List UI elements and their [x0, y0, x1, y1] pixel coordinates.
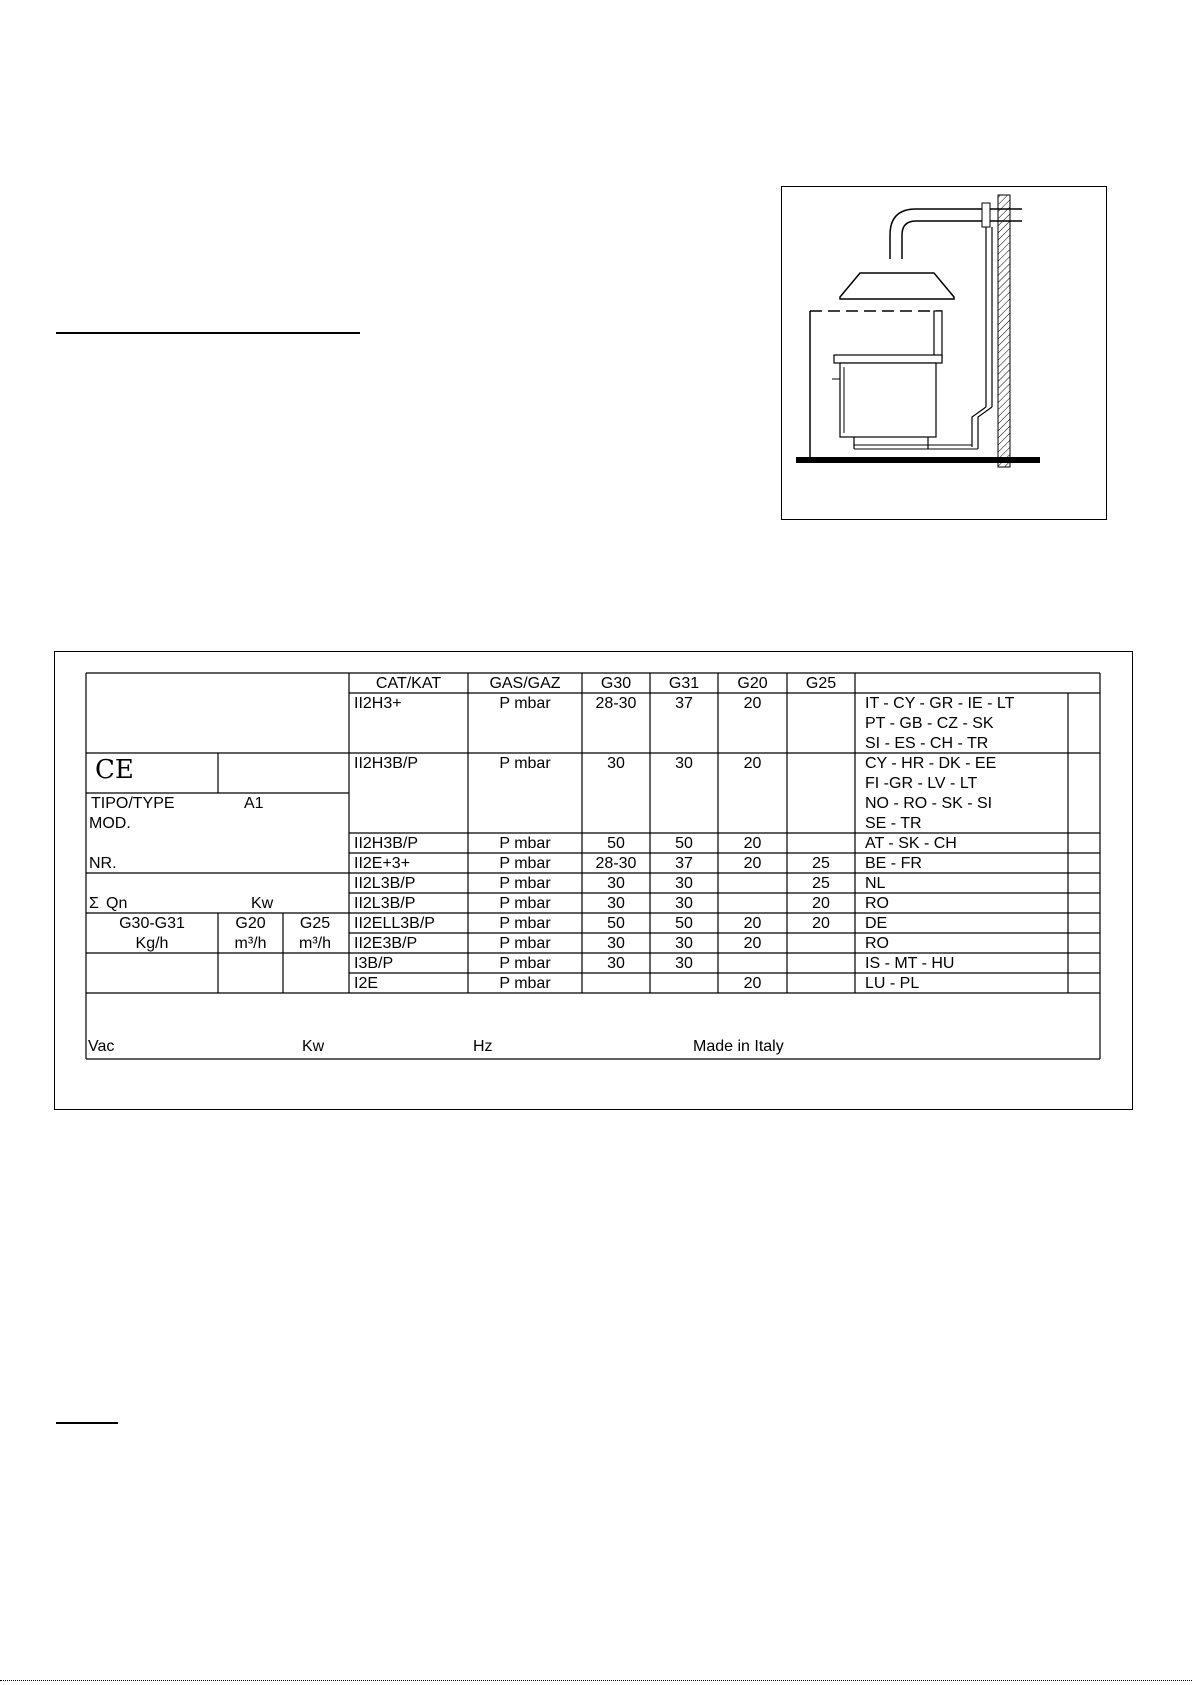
table-header-cell: G30 [600, 675, 632, 692]
table-cell-gas: P mbar [499, 755, 551, 772]
table-cell-g20: 20 [743, 975, 762, 992]
rating-plate [54, 651, 1133, 1110]
table-cell-g31: 30 [675, 895, 693, 912]
installation-diagram [781, 186, 1107, 520]
table-cell-g31: 50 [675, 835, 693, 852]
table-cell-countries: NO - RO - SK - SI [865, 795, 993, 812]
table-cell-g31: 30 [675, 875, 693, 892]
table-header-cell: CAT/KAT [375, 675, 442, 692]
table-cell-g30: 30 [607, 875, 625, 892]
flow-g30g31-unit: Kg/h [135, 935, 169, 952]
table-cell-cat: II2ELL3B/P [354, 915, 435, 932]
page-bottom-edge [0, 1680, 1192, 1681]
flow-g20-label: G20 [235, 915, 266, 932]
table-cell-g30: 30 [607, 755, 625, 772]
heading-underline [56, 332, 360, 334]
table-cell-gas: P mbar [499, 955, 551, 972]
flow-g30g31-label: G30-G31 [119, 915, 185, 932]
footer-vac: Vac [88, 1038, 115, 1055]
table-cell-gas: P mbar [499, 875, 551, 892]
tipo-label: TIPO/TYPE [91, 795, 175, 812]
table-header-cell: G31 [668, 675, 700, 692]
flow-g25-label: G25 [299, 915, 331, 932]
table-cell-countries: IT - CY - GR - IE - LT [865, 695, 1015, 712]
table-cell-countries: CY - HR - DK - EE [865, 755, 997, 772]
nr-label: NR. [89, 855, 117, 872]
qn-unit: Kw [251, 895, 274, 912]
table-cell-gas: P mbar [499, 695, 551, 712]
table-cell-g25: 25 [812, 875, 830, 892]
table-cell-g31: 50 [675, 915, 693, 932]
qn-label: Qn [106, 895, 128, 912]
hood-and-range-installation-diagram-icon [782, 187, 1108, 521]
table-cell-g30: 30 [607, 895, 625, 912]
table-cell-cat: II2E3B/P [354, 935, 418, 952]
table-header-cell: G25 [805, 675, 837, 692]
table-cell-countries: PT - GB - CZ - SK [865, 715, 994, 732]
table-cell-gas: P mbar [499, 915, 551, 932]
table-cell-g31: 30 [675, 955, 693, 972]
table-cell-g30: 50 [607, 835, 625, 852]
table-cell-gas: P mbar [499, 975, 551, 992]
table-cell-g20: 20 [743, 935, 762, 952]
table-cell-cat: I2E [354, 975, 379, 992]
flow-g20-unit: m³/h [234, 935, 267, 952]
note-underline [56, 1422, 118, 1424]
table-cell-cat: II2H3B/P [354, 835, 419, 852]
table-cell-cat: II2E+3+ [354, 855, 411, 872]
table-header-cell: GAS/GAZ [489, 675, 561, 692]
table-cell-g20: 20 [743, 915, 762, 932]
table-cell-g30: 28-30 [595, 695, 637, 712]
footer-made-in: Made in Italy [693, 1038, 784, 1055]
table-cell-g30: 50 [607, 915, 625, 932]
table-cell-countries: AT - SK - CH [865, 835, 957, 852]
table-header-cell: G20 [737, 675, 768, 692]
table-cell-g20: 20 [743, 755, 762, 772]
table-cell-cat: II2H3B/P [354, 755, 419, 772]
table-cell-g31: 30 [675, 755, 693, 772]
table-cell-cat: II2L3B/P [354, 875, 416, 892]
table-cell-countries: NL [865, 875, 886, 892]
table-cell-countries: RO [865, 895, 889, 912]
table-cell-g30: 30 [607, 935, 625, 952]
qn-symbol: Σ [89, 895, 99, 912]
tipo-value: A1 [244, 795, 264, 812]
flow-g25-unit: m³/h [299, 935, 331, 952]
table-cell-g20: 20 [743, 855, 762, 872]
table-cell-g25: 20 [812, 915, 830, 932]
table-cell-g31: 37 [675, 695, 693, 712]
table-cell-g31: 30 [675, 935, 693, 952]
table-cell-countries: SE - TR [865, 815, 922, 832]
table-cell-g20: 20 [743, 835, 762, 852]
table-cell-cat: I3B/P [354, 955, 394, 972]
table-cell-gas: P mbar [499, 835, 551, 852]
table-cell-countries: FI -GR - LV - LT [865, 775, 978, 792]
mod-label: MOD. [89, 815, 131, 832]
table-cell-countries: LU - PL [865, 975, 920, 992]
table-cell-cat: II2H3+ [354, 695, 402, 712]
table-cell-cat: II2L3B/P [354, 895, 416, 912]
table-cell-countries: RO [865, 935, 889, 952]
table-cell-g31: 37 [675, 855, 693, 872]
table-cell-g25: 25 [812, 855, 830, 872]
table-cell-g20: 20 [743, 695, 762, 712]
footer-kw: Kw [302, 1038, 325, 1055]
table-cell-g25: 20 [812, 895, 830, 912]
table-cell-g30: 30 [607, 955, 625, 972]
table-cell-gas: P mbar [499, 895, 551, 912]
table-cell-gas: P mbar [499, 855, 551, 872]
table-cell-gas: P mbar [499, 935, 551, 952]
table-cell-countries: IS - MT - HU [865, 955, 955, 972]
table-cell-countries: BE - FR [865, 855, 922, 872]
footer-hz: Hz [473, 1038, 493, 1055]
ce-mark-icon: CE [95, 755, 134, 785]
table-cell-countries: SI - ES - CH - TR [865, 735, 989, 752]
table-cell-countries: DE [865, 915, 888, 932]
table-cell-g30: 28-30 [595, 855, 637, 872]
